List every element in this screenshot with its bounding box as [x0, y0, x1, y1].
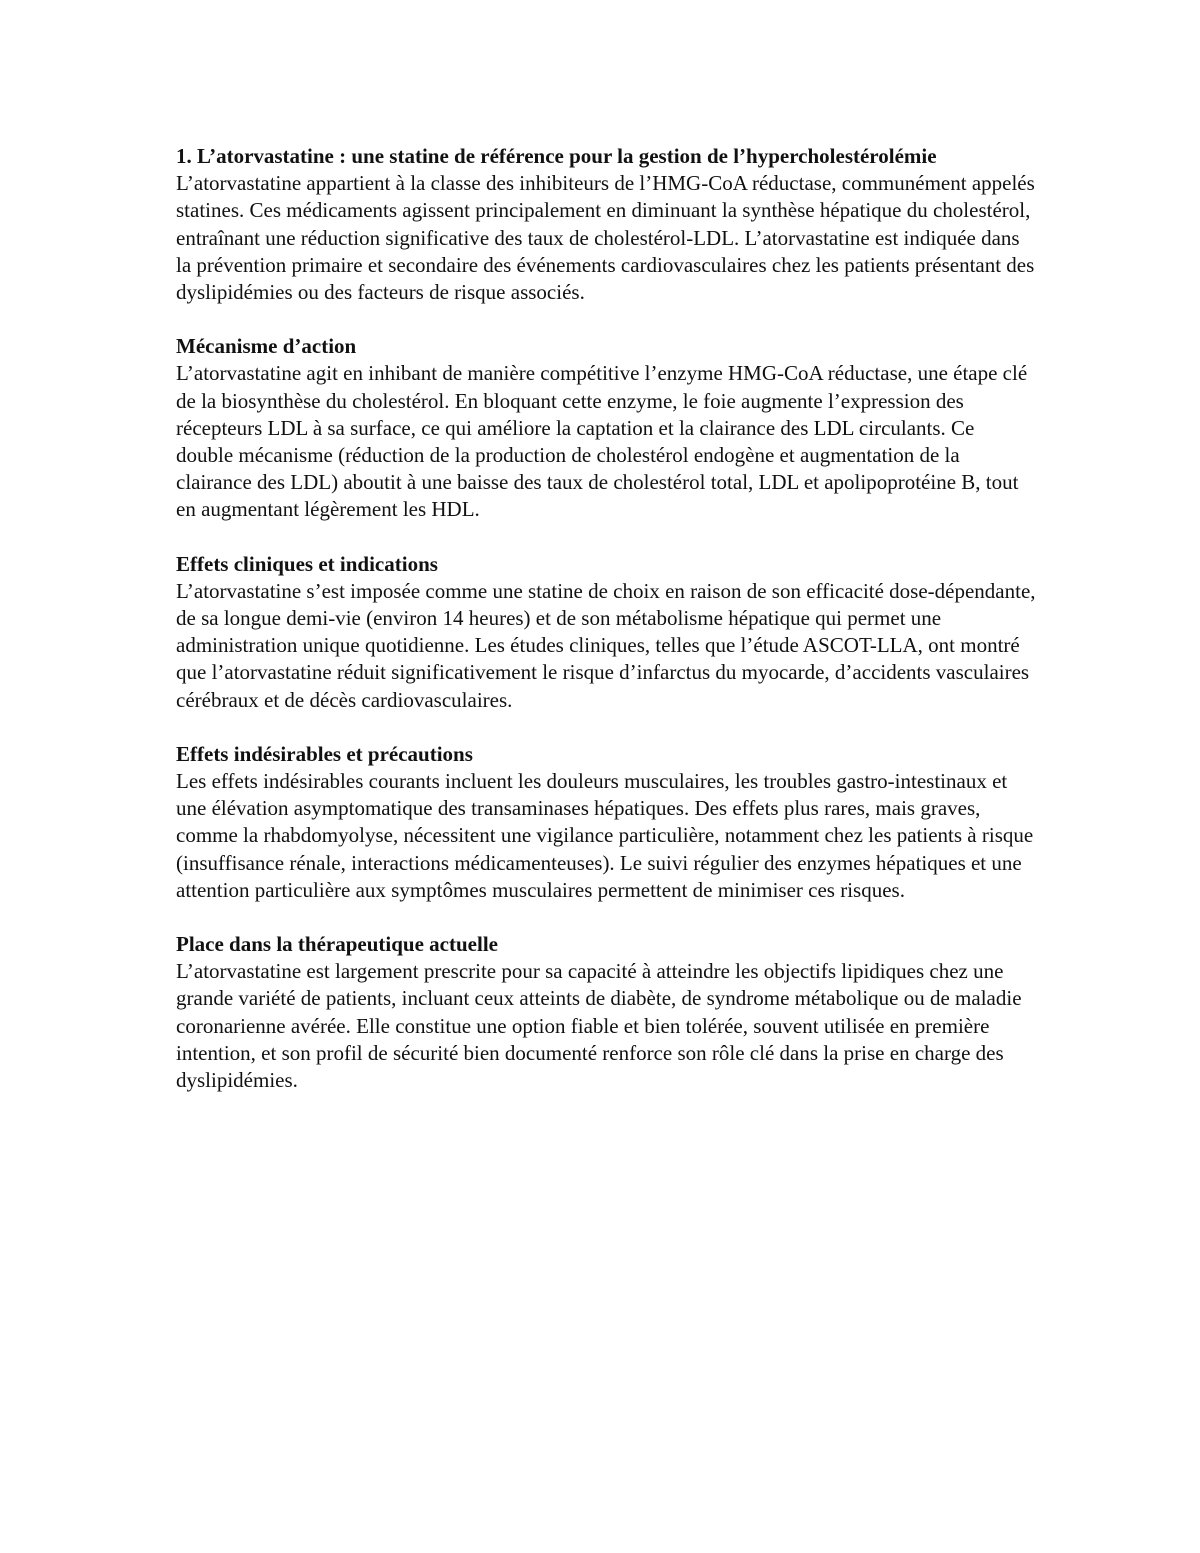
section-paragraph: L’atorvastatine s’est imposée comme une statine de choix en raison de son efficacité dose-dépendante, de sa longue demi-vie (environ 14 heures) et de son métabolisme hépatique qui permet une administration unique quotidienne. Les études cliniques, telles que l’étude ASCOT-LLA, ont montré que l’atorvastatine réduit significativement le risque d’infarctus du myocarde, d’accidents vasculaires cérébraux et de décès cardiovasculaires.	[176, 578, 1036, 712]
section-heading: Effets cliniques et indications	[176, 551, 438, 576]
section-introduction	[176, 143, 1036, 306]
section-heading: Mécanisme d’action	[176, 334, 357, 359]
section-mechanism	[176, 333, 1036, 523]
section-heading: Place dans la thérapeutique actuelle	[176, 932, 498, 957]
section-adverse-effects	[176, 741, 1036, 904]
section-clinical-effects	[176, 551, 1036, 714]
section-paragraph: L’atorvastatine est largement prescrite pour sa capacité à atteindre les objectifs lipidiques chez une grande variété de patients, incluant ceux atteints de diabète, de syndrome métabolique ou de maladie coronarienne avérée. Elle constitue une option fiable et bien tolérée, souvent utilisée en première intention, et son profil de sécurité bien documenté renforce son rôle clé dans la prise en charge des dyslipidémies.	[176, 959, 1022, 1093]
section-paragraph: L’atorvastatine agit en inhibant de manière compétitive l’enzyme HMG-CoA réductase, une étape clé de la biosynthèse du cholestérol. En bloquant cette enzyme, le foie augmente l’expression des récepteurs LDL à sa surface, ce qui améliore la captation et la clairance des LDL circulants. Ce double mécanisme (réduction de la production de cholestérol endogène et augmentation de la clairance des LDL) aboutit à une baisse des taux de cholestérol total, LDL et apolipoprotéine B, tout en augmentant légèrement les HDL.	[176, 361, 1028, 522]
section-heading: 1. L’atorvastatine : une statine de référence pour la gestion de l’hypercholestérolémie	[176, 144, 937, 168]
document-page	[176, 143, 1036, 1121]
section-paragraph: L’atorvastatine appartient à la classe des inhibiteurs de l’HMG-CoA réductase, communément appelés statines. Ces médicaments agissent principalement en diminuant la synthèse hépatique du cholestérol, entraînant une réduction significative des taux de cholestérol-LDL. L’atorvastatine est indiquée dans la prévention primaire et secondaire des événements cardiovasculaires chez les patients présentant des dyslipidémies ou des facteurs de risque associés.	[176, 171, 1035, 305]
section-paragraph: Les effets indésirables courants incluent les douleurs musculaires, les troubles gastro-intestinaux et une élévation asymptomatique des transaminases hépatiques. Des effets plus rares, mais graves, comme la rhabdomyolyse, nécessitent une vigilance particulière, notamment chez les patients à risque (insuffisance rénale, interactions médicamenteuses). Le suivi régulier des enzymes hépatiques et une attention particulière aux symptômes musculaires permettent de minimiser ces risques.	[176, 769, 1034, 902]
section-heading: Effets indésirables et précautions	[176, 741, 473, 766]
section-therapeutic-place	[176, 931, 1036, 1094]
